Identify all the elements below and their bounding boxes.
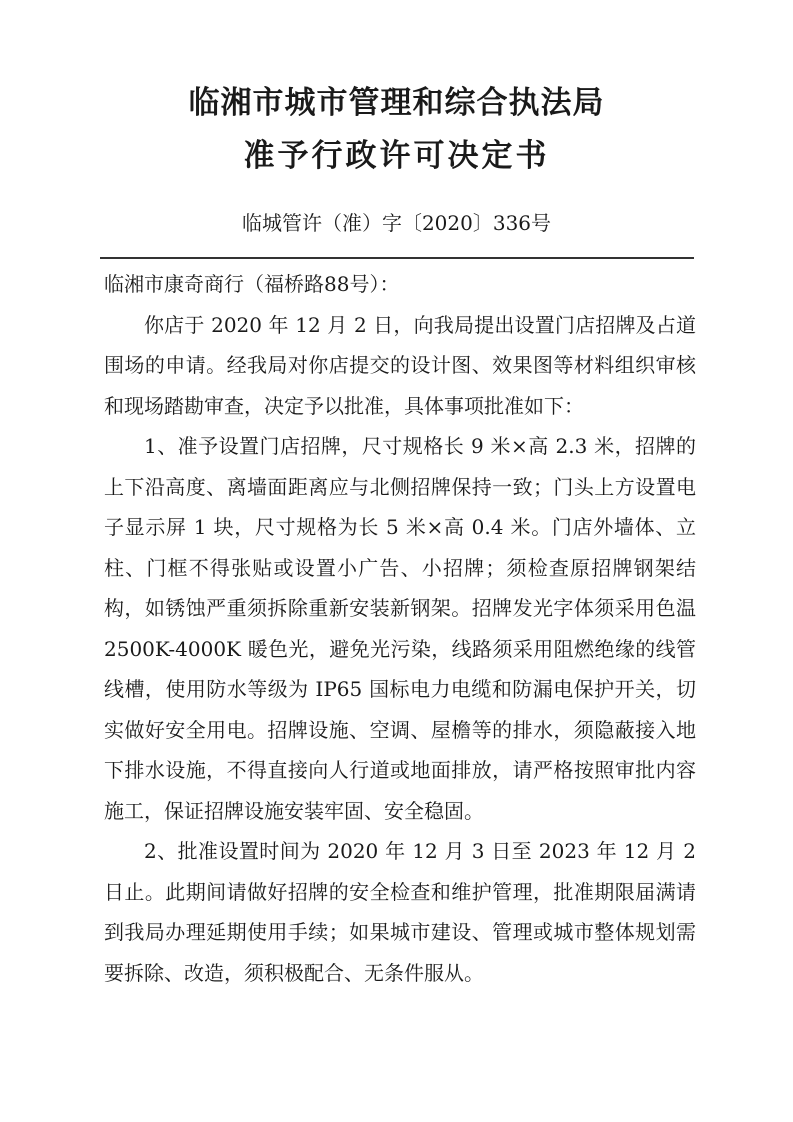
addressee: 临湘市康奇商行（福桥路88号）： xyxy=(104,272,400,296)
paragraph-item-2: 2、批准设置时间为 2020 年 12 月 3 日至 2023 年 12 月 2 日止。此期间请做好招牌的安全检查和维护管理，批准期限届满请到我局办理延期使用手续；如果城市建设、管理或城市整体规划需要拆除、改造，须积极配合、无条件服从。 xyxy=(104,839,696,985)
document-body xyxy=(104,264,696,993)
document-number: 临城管许（准）字〔2020〕336号 xyxy=(241,211,552,235)
document-title-agency: 临湘市城市管理和综合执法局 xyxy=(188,85,605,121)
header-divider xyxy=(100,257,694,259)
paragraph-item-1: 1、准予设置门店招牌，尺寸规格长 9 米×高 2.3 米，招牌的上下沿高度、离墙面距离应与北侧招牌保持一致；门头上方设置电子显示屏 1 块，尺寸规格为长 5 米×高 0.4 米。门店外墙体、立柱、门框不得张贴或设置小广告、小招牌；须检查原招牌钢架结构，如锈蚀严重须拆除重新安装新钢架。招牌发光字体须采用色温 2500K-4000K 暖色光，避免光污染，线路须采用阻燃绝缘的线管线槽，使用防水等级为 IP65 国标电力电缆和防漏电保护开关，切实做好安全用电。招牌设施、空调、屋檐等的排水，须隐蔽接入地下排水设施，不得直接向人行道或地面排放，请严格按照审批内容施工，保证招牌设施安装牢固、安全稳固。 xyxy=(104,434,696,823)
document-title-decision: 准予行政许可决定书 xyxy=(243,138,550,174)
paragraph-intro: 你店于 2020 年 12 月 2 日，向我局提出设置门店招牌及占道围场的申请。经我局对你店提交的设计图、效果图等材料组织审核和现场踏勘审查，决定予以批准，具体事项批准如下： xyxy=(104,312,696,418)
